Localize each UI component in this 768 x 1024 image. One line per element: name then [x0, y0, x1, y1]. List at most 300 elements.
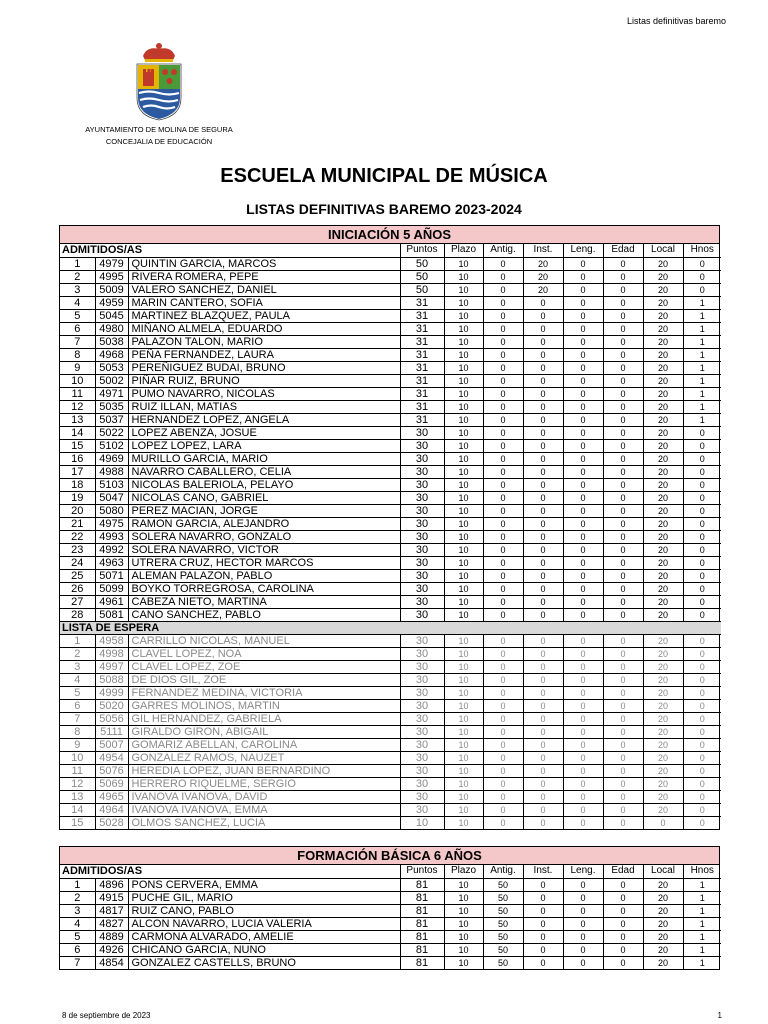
table-row: [60, 878, 721, 891]
table-cell: 20: [643, 803, 683, 816]
table-cell: 0: [563, 478, 603, 491]
table-cell: 0: [683, 634, 721, 647]
table-cell: PEREÑIGUEZ BUDAI, BRUNO: [128, 361, 400, 374]
table-cell: 0: [563, 686, 603, 699]
section-iniciacion-5: [59, 225, 720, 830]
table-cell: 0: [603, 595, 643, 608]
table-cell: 10: [444, 634, 483, 647]
table-cell: 0: [603, 257, 643, 270]
table-cell: 0: [483, 361, 523, 374]
column-header: Puntos: [400, 244, 444, 257]
table-cell: 10: [444, 878, 483, 891]
table-cell: 0: [563, 257, 603, 270]
table-row: [60, 426, 721, 439]
table-cell: 20: [643, 465, 683, 478]
table-cell: 0: [603, 608, 643, 621]
table-cell: 30: [400, 426, 444, 439]
table-cell: 0: [523, 569, 563, 582]
table-row: [60, 595, 721, 608]
table-cell: 31: [400, 374, 444, 387]
table-cell: 0: [683, 712, 721, 725]
table-cell: 31: [400, 361, 444, 374]
table-cell: 30: [400, 634, 444, 647]
table-cell: 0: [603, 400, 643, 413]
table-row: [60, 673, 721, 686]
table-cell: 1: [699, 957, 705, 968]
results-table: [60, 244, 721, 829]
table-cell: 0: [563, 491, 603, 504]
table-cell: 4988: [95, 465, 128, 478]
table-cell: 0: [563, 777, 603, 790]
table-cell: 0: [563, 296, 603, 309]
table-cell: 20: [643, 647, 683, 660]
table-cell: 30: [400, 517, 444, 530]
table-cell: 0: [683, 257, 721, 270]
table-cell: 0: [563, 283, 603, 296]
table-cell: 10: [444, 904, 483, 917]
table-cell: 0: [523, 660, 563, 673]
table-cell: 0: [483, 322, 523, 335]
table-cell: 10: [444, 283, 483, 296]
table-cell: 10: [400, 816, 444, 829]
table-cell: 0: [483, 556, 523, 569]
table-cell: 8: [60, 348, 95, 361]
table-cell: 5: [60, 930, 95, 943]
table-cell: 20: [643, 595, 683, 608]
table-cell: 2: [60, 270, 95, 283]
table-cell: 1: [60, 257, 95, 270]
table-cell: 0: [643, 816, 683, 829]
table-cell: PEÑA FERNANDEZ, LAURA: [128, 348, 400, 361]
table-cell: 4: [60, 673, 95, 686]
table-cell: 0: [683, 725, 721, 738]
table-cell: 0: [483, 686, 523, 699]
table-cell: 20: [643, 322, 683, 335]
column-header: Local: [643, 865, 683, 878]
table-cell: 30: [400, 660, 444, 673]
table-cell: 10: [444, 790, 483, 803]
table-cell: 5088: [95, 673, 128, 686]
table-cell: 30: [400, 465, 444, 478]
table-cell: 16: [60, 452, 95, 465]
table-cell: 4975: [95, 517, 128, 530]
table-cell: 0: [483, 660, 523, 673]
table-cell: 0: [683, 556, 721, 569]
table-cell: 12: [60, 400, 95, 413]
table-row: [60, 738, 721, 751]
table-cell: 5081: [95, 608, 128, 621]
table-cell: 0: [523, 439, 563, 452]
table-cell: 24: [60, 556, 95, 569]
table-cell: 0: [683, 465, 721, 478]
table-cell: 0: [523, 491, 563, 504]
table-cell: 20: [643, 504, 683, 517]
table-cell: 4959: [95, 296, 128, 309]
table-cell: 10: [444, 257, 483, 270]
table-cell: 30: [400, 725, 444, 738]
table-cell: CLAVEL LOPEZ, NOA: [128, 647, 400, 660]
table-cell: 0: [683, 673, 721, 686]
table-cell: 0: [483, 491, 523, 504]
table-cell: 10: [444, 751, 483, 764]
table-row: [60, 452, 721, 465]
table-cell: 0: [523, 878, 563, 891]
table-cell: 0: [603, 891, 643, 904]
table-cell: 0: [603, 930, 643, 943]
table-row: [60, 348, 721, 361]
table-cell: 12: [60, 777, 95, 790]
table-cell: 0: [563, 361, 603, 374]
table-cell: 20: [643, 699, 683, 712]
table-cell: 20: [643, 452, 683, 465]
column-header: Local: [643, 244, 683, 257]
table-cell: 10: [444, 738, 483, 751]
table-row: [60, 374, 721, 387]
table-cell: 10: [444, 725, 483, 738]
table-cell: VALERO SANCHEZ, DANIEL: [128, 283, 400, 296]
column-header-row: [60, 865, 721, 878]
table-cell: 1: [683, 309, 721, 322]
table-cell: 4968: [95, 348, 128, 361]
table-cell: 30: [400, 777, 444, 790]
table-cell: 0: [603, 738, 643, 751]
table-row: [60, 647, 721, 660]
table-cell: 30: [400, 803, 444, 816]
table-cell: 30: [400, 751, 444, 764]
table-row: [60, 504, 721, 517]
table-cell: 30: [400, 699, 444, 712]
table-cell: 0: [603, 904, 643, 917]
table-cell: 10: [444, 569, 483, 582]
table-cell: 10: [60, 751, 95, 764]
table-cell: 0: [683, 608, 721, 621]
table-cell: 6: [60, 943, 95, 956]
table-row: [60, 816, 721, 829]
table-cell: 1: [683, 413, 721, 426]
table-row: [60, 608, 721, 621]
table-cell: 0: [683, 543, 721, 556]
table-cell: 0: [603, 878, 643, 891]
table-cell: 10: [444, 712, 483, 725]
table-cell: PALAZON TALON, MARIO: [128, 335, 400, 348]
table-cell: 1: [683, 374, 721, 387]
table-cell: 5035: [95, 400, 128, 413]
table-row: [60, 777, 721, 790]
column-header: Antig.: [483, 244, 523, 257]
table-cell: 20: [643, 634, 683, 647]
table-cell: 20: [643, 569, 683, 582]
column-header: Inst.: [523, 244, 563, 257]
table-cell: GOMARIZ ABELLAN, CAROLINA: [128, 738, 400, 751]
footer-page-number: 1: [717, 1011, 722, 1020]
table-cell: 30: [400, 686, 444, 699]
table-cell: 0: [603, 673, 643, 686]
table-cell: 10: [444, 803, 483, 816]
table-cell: 13: [60, 790, 95, 803]
table-cell: 1: [683, 400, 721, 413]
table-cell: 0: [523, 816, 563, 829]
table-cell: GARRES MOLINOS, MARTIN: [128, 699, 400, 712]
table-cell: RAMON GARCIA, ALEJANDRO: [128, 517, 400, 530]
table-cell: 0: [563, 660, 603, 673]
table-cell: 20: [643, 956, 683, 969]
table-cell: 20: [643, 917, 683, 930]
table-row: [60, 556, 721, 569]
table-cell: 20: [643, 335, 683, 348]
table-row: [60, 725, 721, 738]
table-cell: 5: [60, 686, 95, 699]
table-cell: 5009: [95, 283, 128, 296]
table-cell: 0: [603, 387, 643, 400]
table-cell: 0: [603, 556, 643, 569]
table-cell: 0: [563, 400, 603, 413]
table-cell: 0: [683, 686, 721, 699]
admitted-label: ADMITIDOS/AS: [60, 244, 400, 257]
table-cell: 81: [400, 891, 444, 904]
table-cell: 0: [563, 917, 603, 930]
table-cell: 0: [683, 751, 721, 764]
table-cell: 0: [483, 439, 523, 452]
table-cell: 0: [483, 413, 523, 426]
table-cell: 4958: [95, 634, 128, 647]
table-cell: 4969: [95, 452, 128, 465]
table-cell: 20: [523, 283, 563, 296]
table-cell: 0: [483, 764, 523, 777]
table-cell: 0: [483, 387, 523, 400]
table-cell: 2: [60, 647, 95, 660]
table-cell: 4964: [95, 803, 128, 816]
document-label: Listas definitivas baremo: [626, 16, 726, 26]
table-cell: 0: [483, 452, 523, 465]
table-cell: 0: [483, 816, 523, 829]
table-cell: 0: [563, 878, 603, 891]
table-row: [60, 790, 721, 803]
table-cell: 0: [563, 543, 603, 556]
table-cell: 4: [60, 917, 95, 930]
table-cell: 11: [60, 764, 95, 777]
table-cell: 0: [563, 956, 603, 969]
table-cell: 0: [563, 582, 603, 595]
table-cell: 0: [523, 712, 563, 725]
table-cell: 3: [60, 904, 95, 917]
table-cell: 0: [523, 751, 563, 764]
table-cell: 0: [563, 725, 603, 738]
table-cell: CANO SANCHEZ, PABLO: [128, 608, 400, 621]
table-cell: 81: [400, 917, 444, 930]
table-cell: 4995: [95, 270, 128, 283]
table-cell: 0: [523, 725, 563, 738]
table-cell: 10: [444, 361, 483, 374]
table-cell: 0: [523, 764, 563, 777]
table-cell: 20: [643, 348, 683, 361]
table-cell: 30: [400, 569, 444, 582]
table-cell: 10: [444, 530, 483, 543]
table-cell: 0: [563, 322, 603, 335]
table-cell: 0: [603, 478, 643, 491]
table-cell: 0: [603, 504, 643, 517]
table-cell: 10: [444, 660, 483, 673]
table-cell: RIVERA ROMERA, PEPE: [128, 270, 400, 283]
table-cell: 0: [563, 673, 603, 686]
table-cell: 0: [523, 673, 563, 686]
table-cell: 5071: [95, 569, 128, 582]
table-cell: 0: [563, 790, 603, 803]
table-cell: 30: [400, 556, 444, 569]
table-cell: 0: [603, 777, 643, 790]
table-cell: 4954: [95, 751, 128, 764]
table-cell: 0: [683, 595, 721, 608]
table-row: [60, 712, 721, 725]
table-cell: CHICANO GARCIA, NUNO: [128, 943, 400, 956]
table-cell: 0: [523, 904, 563, 917]
table-cell: 20: [643, 439, 683, 452]
table-cell: 5007: [95, 738, 128, 751]
table-cell: 50: [483, 930, 523, 943]
section-formacion-basica-6: [59, 846, 720, 970]
table-cell: 0: [483, 478, 523, 491]
table-cell: 0: [483, 400, 523, 413]
table-cell: GONZALEZ RAMOS, NAUZET: [128, 751, 400, 764]
table-cell: 0: [563, 530, 603, 543]
table-cell: 10: [444, 478, 483, 491]
table-cell: 0: [483, 712, 523, 725]
table-cell: 20: [643, 891, 683, 904]
table-cell: 0: [563, 634, 603, 647]
table-row: [60, 439, 721, 452]
table-cell: 20: [643, 387, 683, 400]
table-cell: 1: [683, 943, 721, 956]
table-cell: 0: [483, 790, 523, 803]
table-cell: 30: [400, 712, 444, 725]
table-cell: 0: [563, 816, 603, 829]
table-cell: 0: [603, 917, 643, 930]
table-cell: 0: [603, 296, 643, 309]
table-cell: 10: [60, 374, 95, 387]
table-cell: 14: [60, 426, 95, 439]
table-cell: ALCON NAVARRO, LUCIA VALERIA: [128, 917, 400, 930]
table-cell: HERRERO RIQUELME, SERGIO: [128, 777, 400, 790]
table-row: [60, 686, 721, 699]
table-cell: 0: [483, 634, 523, 647]
table-cell: 0: [523, 647, 563, 660]
table-cell: 20: [643, 296, 683, 309]
table-cell: 0: [563, 569, 603, 582]
table-cell: 0: [523, 634, 563, 647]
table-cell: 1: [683, 891, 721, 904]
table-cell: 0: [563, 930, 603, 943]
table-cell: 10: [444, 891, 483, 904]
table-cell: NAVARRO CABALLERO, CELIA: [128, 465, 400, 478]
table-cell: CABEZA NIETO, MARTINA: [128, 595, 400, 608]
table-cell: 0: [483, 309, 523, 322]
table-cell: 0: [603, 647, 643, 660]
table-cell: 0: [603, 322, 643, 335]
table-cell: 0: [603, 803, 643, 816]
table-cell: 20: [643, 943, 683, 956]
table-cell: 1: [683, 387, 721, 400]
table-cell: 0: [603, 374, 643, 387]
table-cell: 4915: [95, 891, 128, 904]
table-cell: 0: [523, 930, 563, 943]
table-cell: SOLERA NAVARRO, VICTOR: [128, 543, 400, 556]
table-cell: 0: [483, 647, 523, 660]
table-cell: 4998: [95, 647, 128, 660]
table-cell: 10: [444, 426, 483, 439]
table-cell: 1: [683, 348, 721, 361]
table-row: [60, 387, 721, 400]
table-cell: 10: [444, 335, 483, 348]
table-cell: 4963: [95, 556, 128, 569]
table-cell: 20: [643, 270, 683, 283]
table-cell: 0: [683, 270, 721, 283]
table-cell: 0: [563, 943, 603, 956]
table-cell: 10: [444, 348, 483, 361]
results-table: [60, 865, 721, 969]
table-cell: 30: [400, 452, 444, 465]
section-title: INICIACIÓN 5 AÑOS: [60, 226, 719, 244]
table-cell: 4979: [95, 257, 128, 270]
table-cell: 20: [643, 283, 683, 296]
table-cell: 0: [603, 816, 643, 829]
section-title: FORMACIÓN BÁSICA 6 AÑOS: [60, 847, 719, 865]
page-title: ESCUELA MUNICIPAL DE MÚSICA: [220, 165, 548, 187]
table-cell: 7: [60, 956, 95, 969]
table-cell: 0: [563, 413, 603, 426]
table-cell: 26: [60, 582, 95, 595]
table-cell: 20: [643, 725, 683, 738]
table-cell: 0: [683, 582, 721, 595]
table-row: [60, 930, 721, 943]
table-cell: 2: [60, 891, 95, 904]
table-row: [60, 257, 721, 270]
column-header: Leng.: [563, 244, 603, 257]
table-cell: 1: [683, 930, 721, 943]
table-cell: 3: [60, 660, 95, 673]
table-cell: 0: [523, 556, 563, 569]
table-cell: LOPEZ LOPEZ, LARA: [128, 439, 400, 452]
table-cell: 0: [523, 943, 563, 956]
table-cell: 0: [523, 361, 563, 374]
table-cell: 20: [643, 556, 683, 569]
table-cell: 5103: [95, 478, 128, 491]
organization-line-1: AYUNTAMIENTO DE MOLINA DE SEGURA: [85, 125, 233, 134]
table-cell: 0: [603, 764, 643, 777]
table-cell: 20: [523, 270, 563, 283]
table-cell: 81: [400, 878, 444, 891]
table-cell: MIÑANO ALMELA, EDUARDO: [128, 322, 400, 335]
table-cell: 0: [523, 595, 563, 608]
column-header: Leng.: [563, 865, 603, 878]
table-cell: 31: [400, 296, 444, 309]
table-row: [60, 904, 721, 917]
table-cell: 0: [563, 309, 603, 322]
table-cell: 20: [643, 543, 683, 556]
table-cell: 0: [603, 426, 643, 439]
table-cell: 31: [400, 322, 444, 335]
footer-date: 8 de septiembre de 2023: [62, 1011, 151, 1020]
table-cell: 0: [523, 582, 563, 595]
column-header: Puntos: [400, 865, 444, 878]
table-cell: 4997: [95, 660, 128, 673]
table-cell: 0: [603, 452, 643, 465]
table-cell: PEREZ MACIAN, JORGE: [128, 504, 400, 517]
table-cell: 0: [523, 686, 563, 699]
table-cell: 30: [400, 478, 444, 491]
table-cell: RUIZ CANO, PABLO: [128, 904, 400, 917]
table-cell: 20: [643, 491, 683, 504]
table-cell: 0: [523, 452, 563, 465]
table-cell: 0: [523, 413, 563, 426]
